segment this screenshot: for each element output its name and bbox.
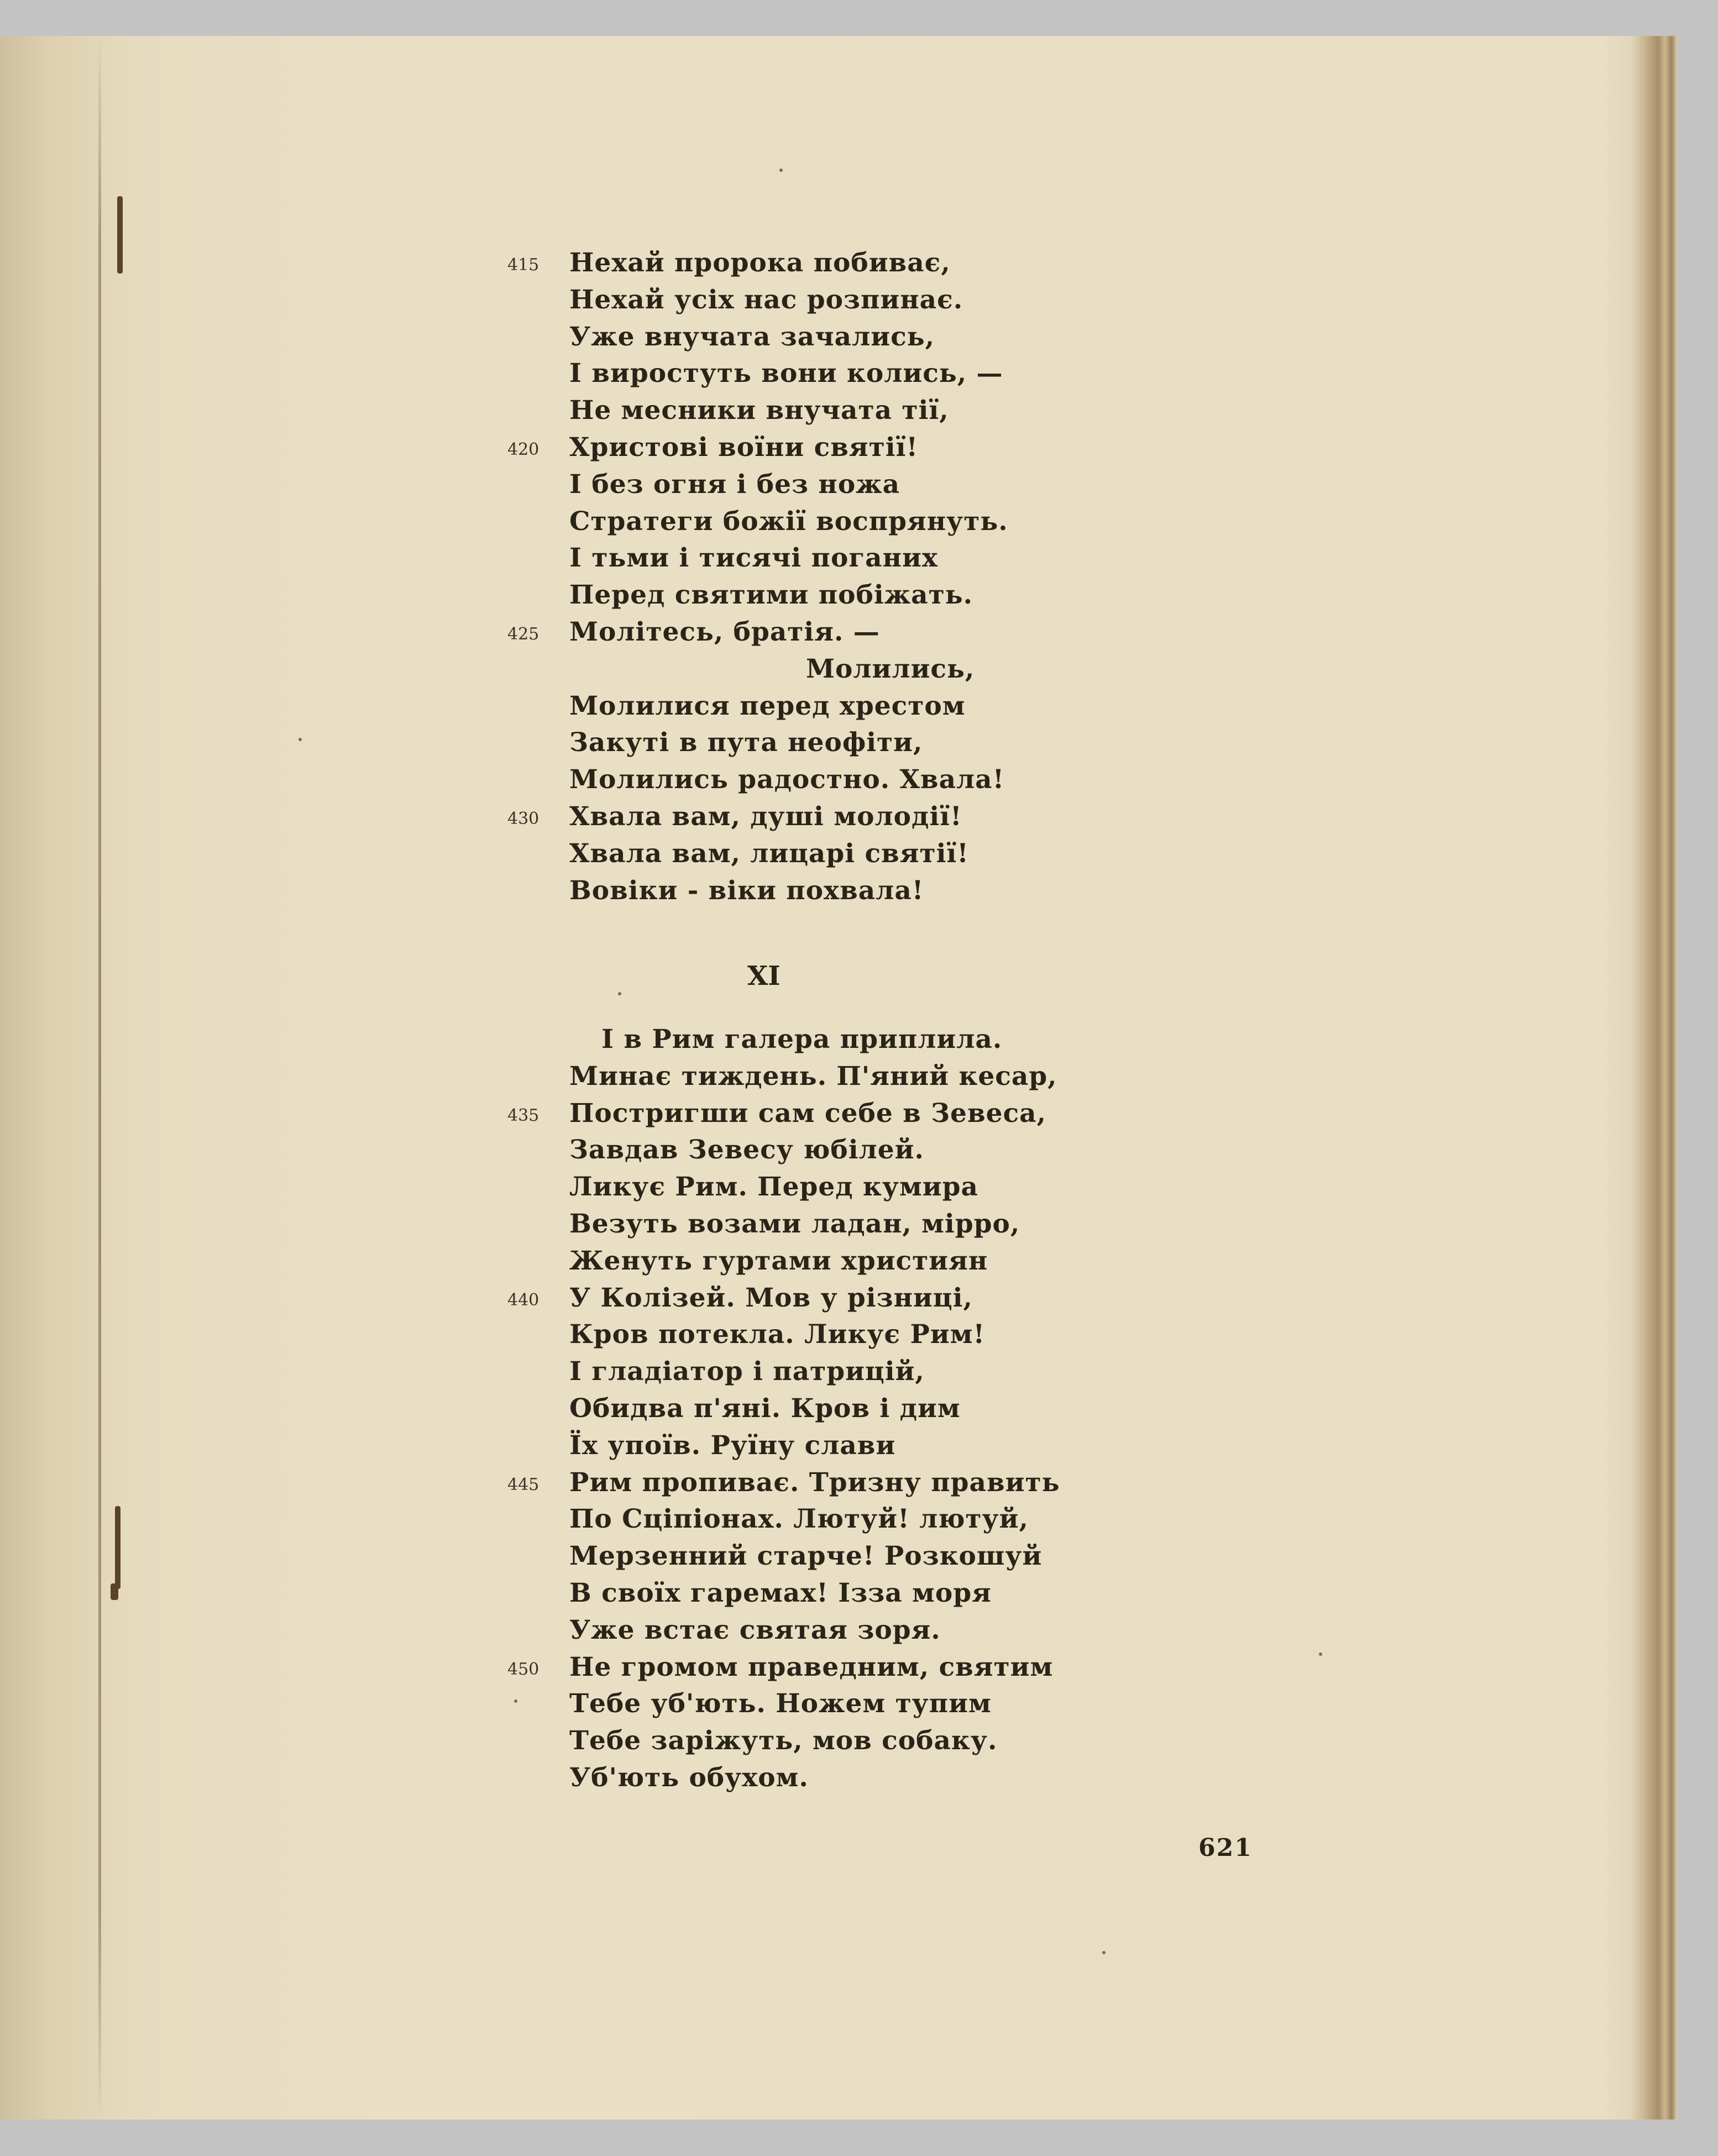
line-number: 425 [507, 624, 540, 644]
poem-line-text: Стратеги божії воспрянуть. [569, 506, 1008, 537]
poem-line [569, 1354, 1060, 1391]
poem-line [569, 651, 1008, 688]
poem-line [569, 1206, 1060, 1243]
poem-line-text: Уже внучата зачались, [569, 321, 935, 352]
poem-line-text: Їх упоїв. Руїну слави [569, 1430, 896, 1461]
poem-line [507, 1280, 1060, 1317]
poem-line [569, 1132, 1060, 1169]
poem-line [569, 873, 1008, 910]
poem-line-text: Мерзенний старче! Розкошуй [569, 1541, 1043, 1572]
poem-line [507, 614, 1008, 651]
line-number: 435 [507, 1105, 540, 1125]
poem-line-text: Уже встає святая зоря. [569, 1614, 941, 1645]
poem-line [569, 688, 1008, 725]
page-number: 621 [1198, 1834, 1253, 1862]
poem-line-text: Вовіки - віки похвала! [569, 875, 924, 906]
line-number: 445 [507, 1475, 540, 1494]
paper-speck [298, 738, 302, 741]
poem-line-text: Не месники внучата тії, [569, 395, 949, 426]
poem-line-text: І гладіатор і патрицій, [569, 1356, 925, 1387]
poem-line [569, 762, 1008, 799]
poem-line-text: Молились радостно. Хвала! [569, 764, 1005, 795]
poem-line-text: В своїх гаремах! Ізза моря [569, 1577, 992, 1608]
poem-line-text: Хвала вам, душі молодії! [569, 801, 962, 832]
poem-line-text: Минає тиждень. П'яний кесар, [569, 1061, 1057, 1092]
poem-line [569, 540, 1008, 577]
poem-line [507, 1649, 1060, 1686]
line-number: 430 [507, 809, 540, 828]
poem-line-text: Закуті в пута неофіти, [569, 727, 923, 758]
poem-line-text: Христові воїни святії! [569, 432, 919, 463]
poem-line-text: Перед святими побіжать. [569, 580, 973, 611]
poem-line [569, 1391, 1060, 1428]
poem-line-text: І без огня і без ножа [569, 469, 900, 500]
page-gutter [98, 36, 101, 2120]
poem-line-text: Везуть возами ладан, мірро, [569, 1208, 1020, 1239]
poem-line-text: Ликує Рим. Перед кумира [569, 1172, 978, 1203]
poem-line [569, 355, 1008, 392]
poem-line-text: Кров потекла. Ликує Рим! [569, 1319, 986, 1350]
line-number: 450 [507, 1659, 540, 1679]
poem-line [569, 1316, 1060, 1354]
poem-line [569, 1501, 1060, 1538]
poem-line [569, 1058, 1060, 1095]
poem-line [569, 1723, 1060, 1760]
poem-line [507, 1465, 1060, 1502]
poem-line-text: Постригши сам себе в Зевеса, [569, 1098, 1046, 1129]
poem-line [569, 1575, 1060, 1612]
poem-line [569, 1612, 1060, 1649]
poem-line-text: Женуть гуртами християн [569, 1245, 988, 1276]
binding-thread-mark [111, 1583, 118, 1600]
poem-line [569, 1243, 1060, 1280]
poem-line-text: Тебе уб'ють. Ножем тупим [569, 1688, 992, 1719]
poem-stanza-top [507, 245, 1008, 909]
poem-line [569, 392, 1008, 429]
poem-line-text: У Колізей. Мов у різниці, [569, 1282, 973, 1313]
poem-line-text: Уб'ють обухом. [569, 1762, 809, 1793]
poem-line [569, 725, 1008, 762]
poem-line-text: Обидва п'яні. Кров і дим [569, 1393, 961, 1424]
poem-line-text: Нехай пророка побиває, [569, 248, 951, 278]
paper-speck [514, 1699, 517, 1703]
poem-line-text: По Сціпіонах. Лютуй! лютуй, [569, 1504, 1029, 1535]
poem-line [569, 1169, 1060, 1206]
line-number: 420 [507, 439, 540, 459]
poem-line [569, 1760, 1060, 1797]
poem-line-text: Не громом праведним, святим [569, 1651, 1054, 1682]
poem-line [507, 429, 1008, 466]
poem-line [569, 282, 1008, 319]
poem-line-text: Тебе заріжуть, мов собаку. [569, 1725, 998, 1756]
poem-line-text: Рим пропиває. Тризну править [569, 1467, 1060, 1498]
line-number: 440 [507, 1290, 540, 1310]
binding-thread-mark [115, 1506, 121, 1589]
poem-stanza-bottom [507, 1021, 1060, 1797]
paper-speck [1102, 1951, 1106, 1954]
poem-line-text: І тьми і тисячі поганих [569, 543, 938, 574]
poem-line-text: І в Рим галера приплила. [601, 1024, 1003, 1055]
poem-line-text: Нехай усіх нас розпинає. [569, 284, 963, 315]
paper-speck [618, 992, 621, 995]
poem-line [569, 836, 1008, 873]
poem-line [507, 799, 1008, 836]
poem-line-text: Хвала вам, лицарі святії! [569, 838, 969, 869]
poem-line [507, 245, 1008, 282]
poem-line-text: Молилися перед хрестом [569, 690, 966, 721]
poem-line [569, 1686, 1060, 1723]
poem-line [569, 466, 1008, 503]
poem-line [569, 1428, 1060, 1465]
poem-line-text: Завдав Зевесу юбілей. [569, 1135, 924, 1166]
poem-line [569, 577, 1008, 614]
poem-line-text: І виростуть вони колись, — [569, 358, 1003, 389]
poem-line-text: Молітесь, братія. — [569, 616, 880, 647]
poem-line [569, 1021, 1060, 1058]
poem-line [569, 503, 1008, 541]
line-number: 415 [507, 255, 540, 275]
section-heading: XI [747, 961, 781, 992]
paper-speck [779, 169, 783, 172]
poem-line-text: Молились, [806, 653, 975, 684]
poem-line [569, 1538, 1060, 1575]
binding-thread-mark [117, 196, 123, 274]
poem-line [569, 319, 1008, 356]
poem-line [507, 1095, 1060, 1132]
paper-speck [1319, 1653, 1322, 1656]
